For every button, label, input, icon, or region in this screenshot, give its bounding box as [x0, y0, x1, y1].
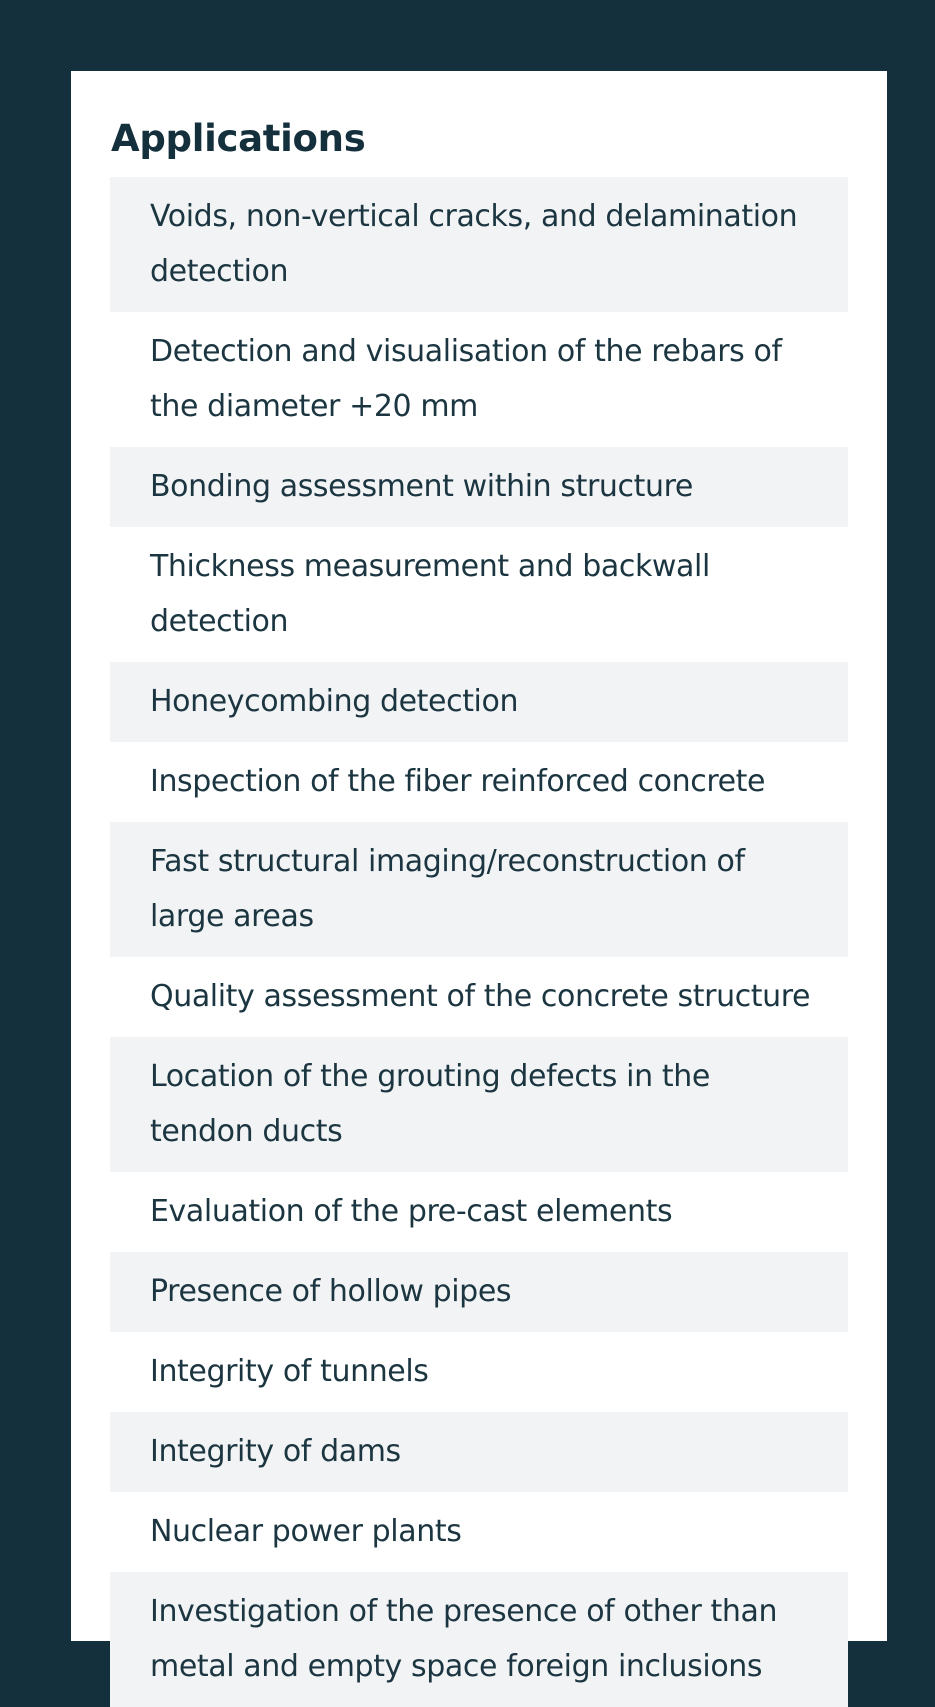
- list-item: Bonding assessment within structure: [110, 447, 848, 527]
- list-item: Nuclear power plants: [110, 1492, 848, 1572]
- list-item: Fast structural imaging/reconstruction of large areas: [110, 822, 848, 957]
- applications-card: [71, 71, 887, 1684]
- section-title: Applications: [111, 117, 366, 160]
- list-item: Inspection of the fiber reinforced concrete: [110, 742, 848, 822]
- list-item: Thickness measurement and backwall detection: [110, 527, 848, 662]
- list-item: Detection and visualisation of the rebars of the diameter +20 mm: [110, 312, 848, 447]
- list-item: Evaluation of the pre-cast elements: [110, 1172, 848, 1252]
- applications-list: [110, 177, 848, 1707]
- list-item: Integrity of tunnels: [110, 1332, 848, 1412]
- list-item: Voids, non-vertical cracks, and delamination detection: [110, 177, 848, 312]
- list-item: Location of the grouting defects in the tendon ducts: [110, 1037, 848, 1172]
- list-item: Presence of hollow pipes: [110, 1252, 848, 1332]
- list-item: Quality assessment of the concrete structure: [110, 957, 848, 1037]
- list-item: Integrity of dams: [110, 1412, 848, 1492]
- list-item: Investigation of the presence of other than metal and empty space foreign inclusions: [110, 1572, 848, 1707]
- list-item: Honeycombing detection: [110, 662, 848, 742]
